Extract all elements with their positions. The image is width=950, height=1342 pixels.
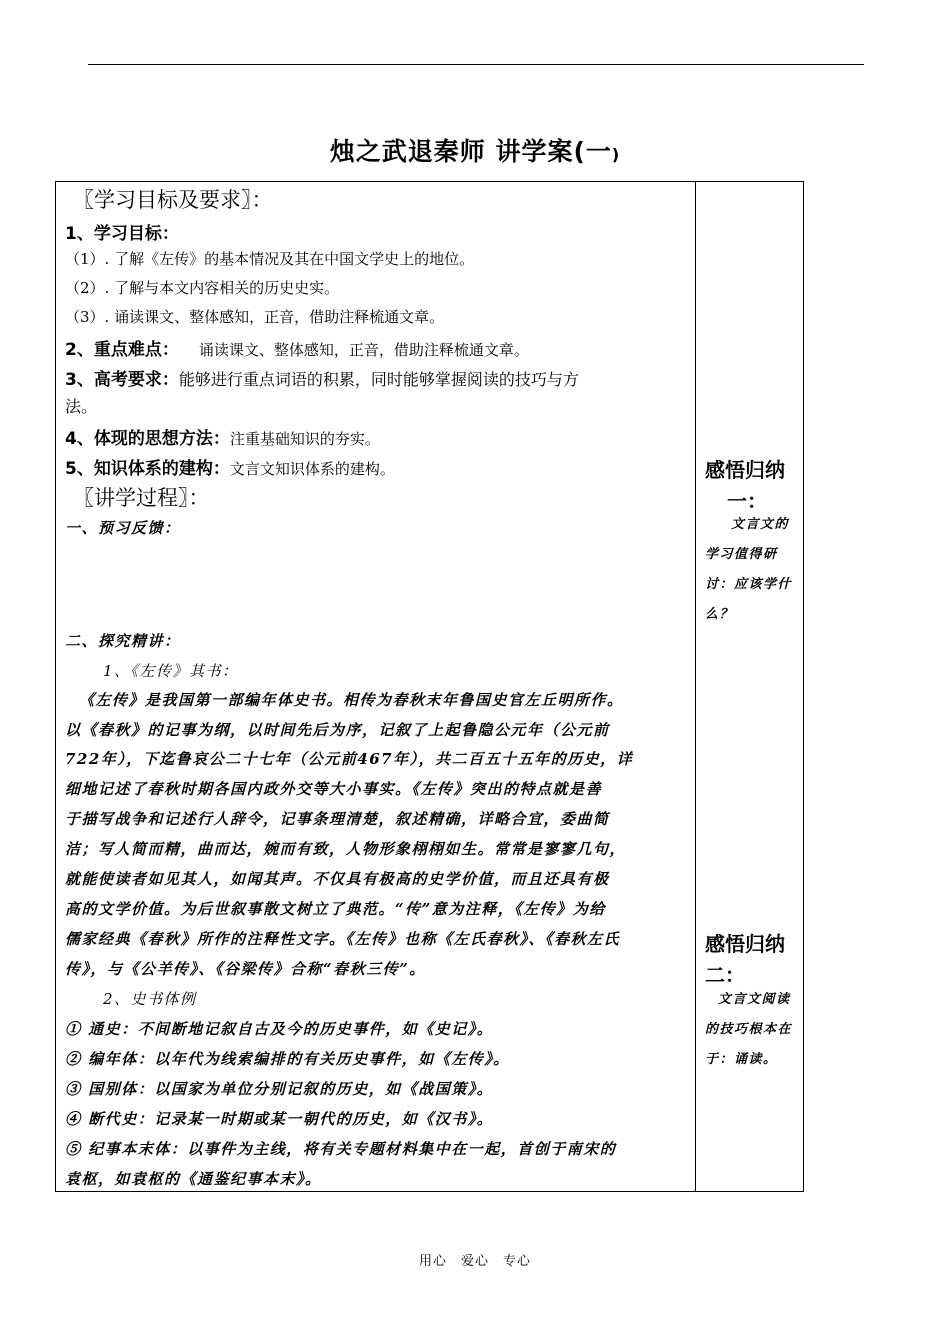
goal-item-3: （3）. 诵读课文、整体感知，正音，借助注释梳通文章。 [65, 308, 445, 326]
style-item-2: ② 编年体：以年代为线索编排的有关历史事件，如《左传》。 [65, 1050, 510, 1068]
goal-item-1: （1）. 了解《左传》的基本情况及其在中国文学史上的地位。 [65, 250, 475, 268]
title-paren: ) [611, 145, 621, 164]
goal-1-label: 1、学习目标： [65, 224, 179, 244]
note-2-title: 感悟归纳 [705, 932, 785, 956]
note-1-text: 文言文的学习值得研讨：应该学什么？ [705, 517, 793, 622]
part-1-heading: 一、预习反馈： [65, 519, 181, 537]
para-line-9: 儒家经典《春秋》所作的注释性文字。《左传》也称《左氏春秋》、《春秋左氏 [65, 930, 621, 948]
goal-2-label: 2、重点难点： [65, 340, 179, 360]
part-2-heading: 二、探究精讲： [65, 632, 181, 650]
style-item-5-cont: 袁枢，如袁枢的《通鉴纪事本末》。 [65, 1170, 322, 1188]
goal-5-text: 文言文知识体系的建构。 [229, 460, 395, 478]
para-line-10: 传》，与《公羊传》、《谷梁传》合称“春秋三传”。 [65, 960, 426, 978]
goal-item-2: （2）. 了解与本文内容相关的历史史实。 [65, 279, 340, 297]
para-line-4: 细地记述了春秋时期各国内政外交等大小事实。《左传》突出的特点就是善 [65, 780, 603, 798]
para-line-1: 《左传》是我国第一部编年体史书。相传为春秋末年鲁国史官左丘明所作。 [79, 691, 624, 709]
title-text: 烛之武退秦师 讲学案(一 [329, 137, 612, 166]
goal-4-text: 注重基础知识的夯实。 [229, 430, 380, 448]
para-line-5: 于描写战争和记述行人辞令，记事条理清楚，叙述精确，详略合宜，委曲简 [65, 810, 610, 828]
header-rule [88, 64, 864, 65]
goal-3-text-cont: 法。 [65, 397, 98, 416]
goal-4-label: 4、体现的思想方法： [65, 429, 230, 449]
para-line-7: 就能使读者如见其人，如闻其声。不仅具有极高的史学价值，而且还具有极 [65, 870, 610, 888]
goal-5-row [65, 454, 395, 479]
goal-5-label: 5、知识体系的建构： [65, 459, 230, 479]
goal-2-row [65, 335, 529, 360]
goal-3-label: 3、高考要求： [65, 370, 179, 390]
goal-4-row [65, 424, 380, 449]
para-line-2: 以《春秋》的记事为纲，以时间先后为序，记叙了上起鲁隐公元年（公元前 [65, 721, 610, 739]
para-line-3: 722年），下迄鲁哀公二十七年（公元前467年），共二百五十五年的历史，详 [65, 750, 634, 768]
goal-3-row [65, 365, 579, 390]
style-item-5: ⑤ 纪事本末体：以事件为主线，将有关专题材料集中在一起，首创于南宋的 [65, 1140, 617, 1158]
style-item-3: ③ 国别体：以国家为单位分别记叙的历史，如《战国策》。 [65, 1080, 494, 1098]
page-footer: 用心 爱心 专心 [418, 1254, 531, 1269]
note-2-text: 文言文阅读的技巧根本在于：诵读。 [705, 992, 793, 1067]
goal-3-text: 能够进行重点词语的积累，同时能够掌握阅读的技巧与方 [178, 370, 579, 389]
note-1-subtitle: 一： [727, 489, 767, 513]
goal-2-text: 诵读课文、整体感知，正音，借助注释梳通文章。 [198, 341, 529, 359]
note-1-title: 感悟归纳 [705, 458, 785, 482]
page-title [0, 132, 950, 168]
goals-heading: 〖学习目标及要求〗： [73, 188, 273, 212]
style-item-4: ④ 断代史：记录某一时期或某一朝代的历史，如《汉书》。 [65, 1110, 494, 1128]
sub-1-heading: 1、《左传》其书： [103, 662, 239, 680]
lesson-table [55, 181, 804, 1192]
note-2-subtitle: 二： [705, 963, 745, 987]
para-line-8: 高的文学价值。为后世叙事散文树立了典范。“传”意为注释，《左传》为给 [65, 900, 606, 918]
column-divider [695, 182, 696, 1191]
process-heading: 〖讲学过程〗： [73, 486, 210, 510]
para-line-6: 洁；写人简而精，曲而达，婉而有致，人物形象栩栩如生。常常是寥寥几句， [65, 840, 627, 858]
style-item-1: ① 通史：不间断地记叙自古及今的历史事件，如《史记》。 [65, 1020, 494, 1038]
sub-2-heading: 2、史书体例 [103, 990, 197, 1008]
